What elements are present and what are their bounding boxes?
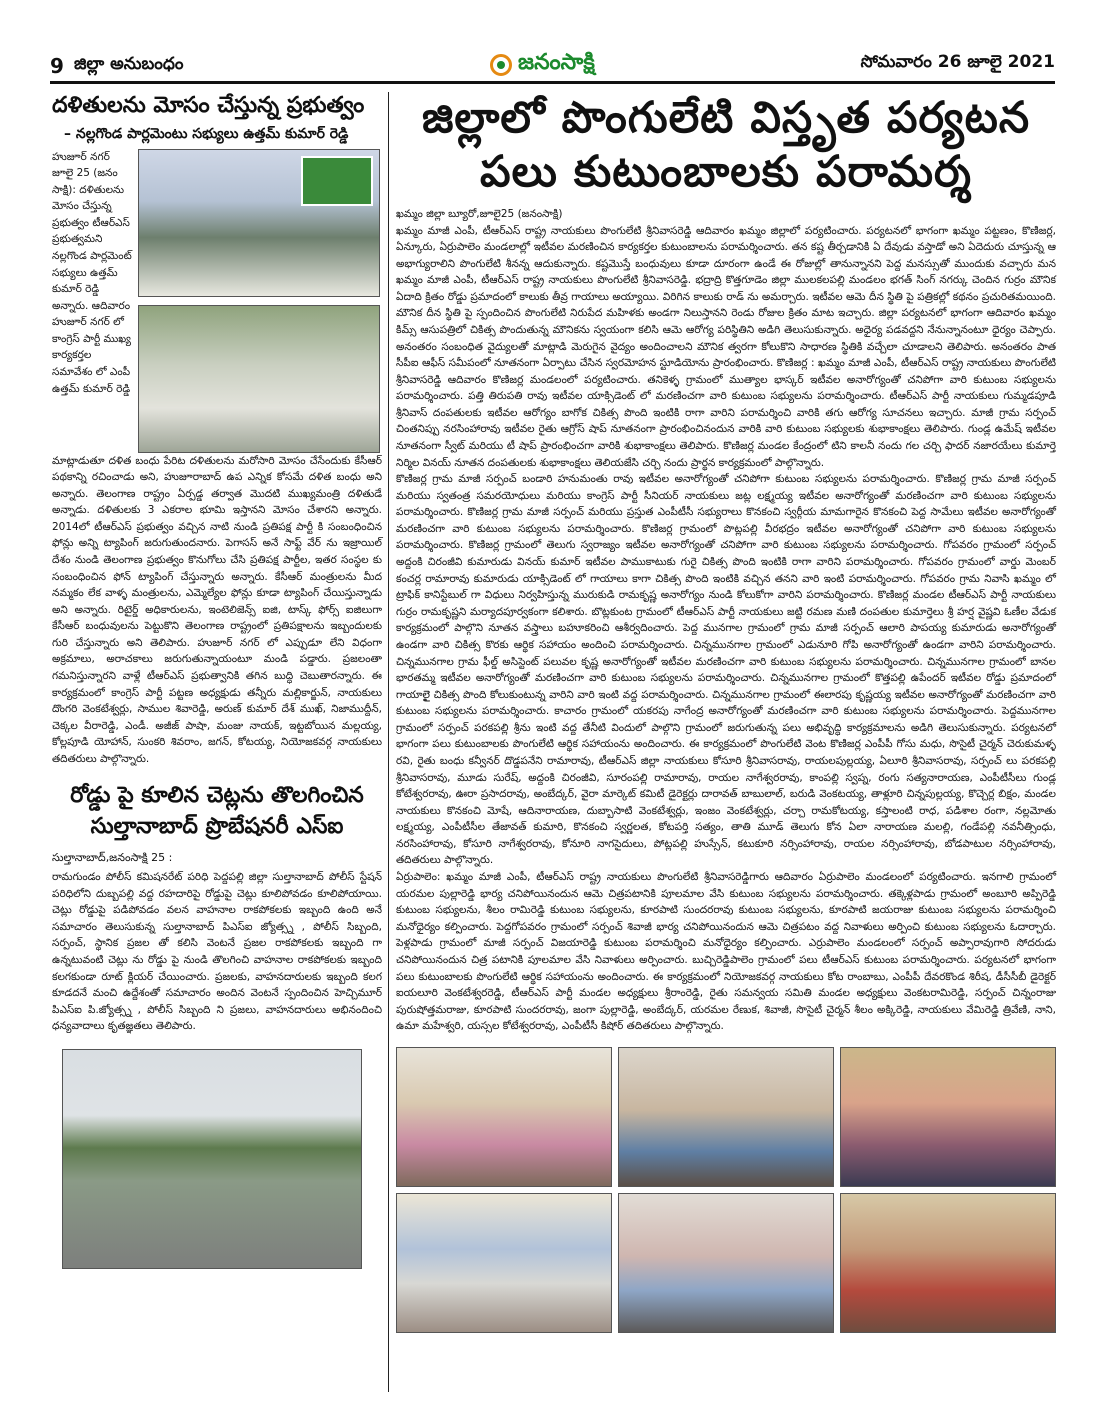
visit-photo: [618, 1193, 834, 1333]
left-byline: – నల్లగొండ పార్లమెంటు సభ్యులు ఉత్తమ్ కుమార్ రెడ్డి: [64, 125, 349, 142]
left-body: మాట్లాడుతూ దళిత బంధు పేరిట దళితులను మరోసారి మోసం చేసేందుకు కేసీఆర్ పథకాన్ని రచించాడు అని, హుజూరాబాద్ ఉప ఎన్నిక కోసమే దళిత బంధు అని అన్నారు. తెలంగాణ రాష్ట్రం ఏర్పడ్డ తర్వాత మొదటి ముఖ్యమంత్రి దళితుడే అన్నాడు. దళితులకు 3 ఎకరాల భూమి ఇస్తానని మోసం చేశారని అన్నారు. 2014లో టీఆర్ఎస్ ప్రభుత్వం వచ్చిన నాటి నుండి ప్రతిపక్ష పార్టీ కి సంబంధించిన ఫోన్లు అన్ని ట్యాపింగ్ జరుగుతుందనారు. పెగాసస్ అనే సాఫ్ట్ వేర్ ను ఇజ్రాయిల్ దేశం నుండి తెలంగాణ ప్రభుత్వం కొనుగోలు చేసి ప్రతిపక్ష పార్టీల, ఇతర సంస్థల కు సంబంధించిన ఫోన్ ట్యాపింగ్ చేస్తున్నారు అన్నారు. కేసీఆర్ మంత్రులను మీద నమ్మకం లేక వాళ్ళ మంత్రులను, ఎమ్మెల్యేల ఫోన్లు కూడా ట్యాపింగ్ చేయిస్తున్నాడు అని అన్నారు. రిటైర్డ్ అధికారులను, ఇంటెలిజెన్స్ ఐజి, టాస్క్ ఫోర్స్ ఐజిలుగా కేసీఆర్ బంధువులను పెట్టుకొని తెలంగాణ రాష్ట్రంలో ప్రతిపక్షాలను ఇబ్బందులకు గురి చేస్తున్నారు అని తెలిపారు. హుజూర్ నగర్ లో ఎప్పుడూ లేని విధంగా అక్రమాలు, అరాచకాలు జరుగుతున్నాయంటూ మండి పడ్డారు. ప్రజలంతా గమనిస్తున్నారని వాళ్లే టీఆర్ఎస్ ప్రభుత్వానికి తగిన బుద్ధి చెబుతారన్నారు. ఈ కార్యక్రమంలో కాంగ్రెస్ పార్టీ పట్టణ అధ్యక్షుడు తన్నీరు మల్లికార్జున్, నాయకులు దొంగరి వెంకటేశ్వర్లు, సాముల శివారెడ్డి, అరుణ్ కుమార్ దేశ్ ముఖ్, నిజాముద్దీన్, చెక్కల వీరారెడ్డి, ఎండీ. అజీజ్ పాషా, మంజు నాయక్, ఇట్టబోయిన మల్లయ్య, కోల్లపూడి యోహాన్, సుంకరి శివరాం, జగన్, కోటయ్య, నియోజకవర్గ నాయకులు తదితరులు పాల్గొన్నారు.: [52, 454, 382, 765]
main-dateline: ఖమ్మం జిల్లా బ్యూరో,జూలై25 (జనంసాక్షి): [396, 207, 563, 220]
visit-photo: [396, 1193, 612, 1333]
logo-icon: [490, 54, 512, 76]
main-body-1: ఖమ్మం మాజీ ఎంపీ, టీఆర్ఎస్ రాష్ట్ర నాయకులు పొంగులేటి శ్రీనివాసరెడ్డి ఆదివారం ఖమ్మం జిల్లాలో పర్యటించారు. పర్యటనలో భాగంగా ఖమ్మం పట్టణం, కొణిజర్ల, ఏన్కూరు, ఏర్రుపాలెం మండలాల్లో ఇటీవల మరణించిన కార్యకర్తల కుటుంబాలను పరామర్శించారు. తన కష్ట తీర్చడానికి ఏ దేవుడు వస్తాడో అని ఏదెదురు చూస్తున్న ఆ అభాగ్యురాలిని పొంగులేటి శీనన్న ఆదుకున్నారు. కష్టమొస్తే బంధువులు కూడా దూరంగా ఉండే ఈ రోజుల్లో తానున్నానని పెద్ద మనస్సుతో ముందుకు వచ్చారు మన ఖమ్మం మాజీ ఎంపీ, టీఆర్ఎస్ రాష్ట్ర నాయకులు పొంగులేటి శ్రీనివాసరెడ్డి. భద్రాద్రి కొత్తగూడెం జిల్లా ములకలపల్లి మండలం భగత్ సింగ్ నగర్కు చెందిన గుర్రం మౌనిక ఏదాది క్రితం రోడ్డు ప్రమాదంలో కాలుకు తీవ్ర గాయాలు అయ్యాయి. విరిగిన కాలుకు రాడ్ ను అమర్చారు. ఇటీవల ఆమె దీన స్థితి పై పత్రికల్లో కథనం ప్రచురితమయింది. మౌనిక దీన స్థితి పై స్పందించిన పొంగులేటి నిరుపేద మహిళకు అండగా నిలుస్తానని రెండు రోజుల క్రితం మాట ఇచ్చారు. జిల్లా పర్యటనలో భాగంగా ఆదివారం ఖమ్మం కిమ్స్ ఆసుపత్రిలో చికిత్స పొందుతున్న మౌనికను స్వయంగా కలిసి ఆమె ఆరోగ్య పరిస్థితిని అడిగి తెలుసుకున్నారు. అధైర్య పడవద్దని నేనున్నానంటూ ధైర్యం చెప్పారు. అనంతరం సంబంధిత వైద్యులతో మాట్లాడి మెరుగైన వైద్యం అందించాలని మౌనిక త్వరగా కోలుకొని సాధారణ స్థితికి వచ్చేలా చూడాలని తెలిపారు. అనంతరం పాత సీపీఐ ఆఫీస్ సమీపంలో నూతనంగా ఏర్పాటు చేసిన స్వరమోహన స్టూడియోను ప్రారంభించారు. కొణిజర్ల : ఖమ్మం మాజీ ఎంపీ, టీఆర్ఎస్ రాష్ట్ర నాయకులు పొంగులేటి శ్రీనివాసరెడ్డి ఆదివారం కొణిజర్ల మండలంలో పర్యటించారు. తనికెళ్ళ గ్రామంలో ముత్యాల భాస్కర్ ఇటీవల అనారోగ్యంతో చనిపోగా వారి కుటుంబ సభ్యులను పరామర్శించారు. పత్తి తిరుపతి రావు ఇటీవల యాక్సిడెంట్ లో మరణించగా వారి కుటుంబ సభ్యులను పరామర్శించారు. టీఆర్ఎస్ పార్టీ నాయకులు గుమ్మడపూడి శ్రీనివాస్ దంపతులకు ఇటీవల ఆరోగ్యం బాగోక చికిత్స పొంది ఇంటికి రాగా వారిని పరామర్శించి వారికి తగు ఆరోగ్య సూచనలు ఇచ్చారు. మాజీ గ్రామ సర్పంచ్ చింతనిప్పు నరసింహారావు ఇటీవల రైతు ఆగ్రోస్ షాప్ నూతనంగా ప్రారంభించినందున వారికి వారి కుటుంబ సభ్యులకు శుభాకాంక్షలు తెలిపారు. గుండ్ల ఉమేష్ ఇటీవల నూతనంగా స్వీట్ మరియు టీ షాప్ ప్రారంభించగా వారికి శుభాకాంక్షలు తెలిపారు. కొణిజర్ల మండల కేంద్రంలో టిని కాలనీ నందు గల చర్చి ఫాదర్ నజారయేలు కుమార్తె నిర్మిల వినయ్ నూతన దంపతులకు శుభాకాంక్షలు తెలియజేసి చర్చి నందు ప్రార్థన కార్యక్రమంలో పాల్గొన్నారు.: [396, 224, 1056, 469]
section-name: జిల్లా అనుబంధం: [74, 53, 184, 74]
left-body-2: రామగుండం పోలీస్ కమిషనరేట్ పరిధి పెద్దపల్లి జిల్లా సుల్తానాబాద్ పోలీస్ స్టేషన్ పరిధిలోని దుబ్బపల్లి వద్ద రహదారిపై రోడ్డుపై చెట్లు కూలిపోవడం కూలిపోయాయి. చెట్లు రోడ్డుపై పడిపోవడం వలన వాహనాల రాకపోకలకు ఇబ్బంది ఉంది అనే సమాచారం తెలుసుకున్న సుల్తానాబాద్ పిఎస్ఐ జ్యోత్స్న , పోలీస్ సిబ్బంది, సర్పంచ్, స్థానిక ప్రజల తో కలిసి వెంటనే ప్రజల రాకపోకలకు ఇబ్బంది గా ఉన్నటువంటి చెట్లు ను రోడ్డు పై నుండి తొలగించి వాహనాల రాకపోకలకు ఇబ్బంది కలగకుండా రూట్ క్లియర్ చేయించారు. ప్రజలకు, వాహనదారులకు ఇబ్బంది కలగ కూడదనే మంచి ఉద్దేశంతో సమాచారం అందిన వెంటనే స్పందించిన హెచ్చిమూర్ పిఎస్ఐ పి.జ్యోత్స్న , పోలీస్ సిబ్బంది ని ప్రజలు, వాహనదారులు అభినందించి ధన్యవాదాలు కృతజ్ఞతలు తెలిపారు.: [52, 871, 382, 1033]
main-body-3: ఏర్రుపాలెం: ఖమ్మం మాజీ ఎంపీ, టీఆర్ఎస్ రాష్ట్ర నాయకులు పొంగులేటి శ్రీనివాసరెడ్డిగారు ఆదివారం ఏర్రుపాలెం మండలంలో పర్యటించారు. ఇనగాలి గ్రామంలో యరమల పుల్లారెడ్డి భార్య చనిపోయినందున ఆమె చిత్రపటానికి పూలమాల వేసి కుటుంబ సభ్యులను పరామర్శించారు. తక్కెళ్లపాడు గ్రామంలో అంబూరి అప్పిరెడ్డి కుటుంబ సభ్యులను, శీలం రామిరెడ్డి కుటుంబ సభ్యులను, కూరపాటి సుందరరావు కుటుంబ సభ్యులను, కూరపాటి జయరాజు కుటుంబ సభ్యులను పరామర్శించి మనోధైర్యం కల్పించారు. పెద్దగోపవరం గ్రామంలో సర్పంచ్ శివాజీ భార్య చనిపోయినందున ఆమె చిత్రపటం వద్ద నివాళులు అర్పించి కుటుంబ సభ్యులను ఓదార్చారు. పెళ్లపాడు గ్రామంలో మాజీ సర్పంచ్ విజయారెడ్డి కుటుంబ పరామర్శించి మనోధైర్యం కల్పించారు. ఎర్రుపాలెం మండలంలో సర్పంచ్ అప్పారావుగారి సోదరుడు చనిపోయినందున చిత్ర పటానికి పూలమాల వేసి నివాళులు అర్పించారు. బుచ్చిరెడ్డిపాలెం గ్రామంలో పలు టీఆర్ఎస్ కుటుంబ పరామర్శించారు. పర్యటనలో భాగంగా పలు కుటుంబాలకు పొంగులేటి ఆర్థిక సహాయంను అందించారు. ఈ కార్యక్రమంలో నియోజకవర్గ నాయకులు కోట రాంబాబు, ఎంపీపీ దేవరకొండ శిరీష, డీసీసీబీ డైరెక్టర్ ఐయలూరి వెంకటేశ్వరరెడ్డి, టీఆర్ఎస్ పార్టీ మండల అధ్యక్షులు శ్రీరాంరెడ్డి, రైతు సమన్వయ సమితి మండల అధ్యక్షులు వెంకటరామిరెడ్డి, సర్పంచ్ చిన్నంరాజు పురుషోత్తమరాజు, కూరపాటి సుందరరావు, జంగా పుల్లారెడ్డి, అంబేద్కర్, యరమల రేణుక, శివాజీ, సొసైటీ చైర్మన్ శీలం అక్కిరెడ్డి, నాయకులు వేమిరెడ్డి త్రివేణి, నాని, ఉమా మహేశ్వరి, యస్సల కోటేశ్వరరావు, ఎంపీటీసీ కిషోర్ తదితరులు పాల్గొన్నారు.: [396, 871, 1056, 1033]
left-photo-block: [52, 149, 382, 453]
banner-image: [301, 156, 373, 206]
left-column: [52, 92, 382, 1269]
issue-date: సోమవారం 26 జూలై 2021: [860, 52, 1055, 72]
main-photo-grid: [396, 1047, 1056, 1333]
left-dateline-2: సుల్తానాబాద్,జనంసాక్షి 25 :: [52, 851, 173, 865]
visit-photo: [840, 1047, 1056, 1187]
main-headline-line1: జిల్లాలో పొంగులేటి విస్తృత పర్యటన: [421, 93, 1031, 143]
main-body-2: కొణిజర్ల గ్రామ మాజీ సర్పంచ్ బండారి హనుమంతు రావు ఇటీవల అనారోగ్యంతో చనిపోగా కుటుంబ సభ్యులను పరామర్శించారు. కొణిజర్ల గ్రామ మాజీ సర్పంచ్ మరియు స్వతంత్ర సమరయోధులు మరియు కాంగ్రెస్ పార్టీ సీనియర్ నాయకులు జట్ల లక్ష్మయ్య ఇటీవల అనారోగ్యంతో మరణించగా వారి కుటుంబ సభ్యులను పరామర్శించారు. కొణిజర్ల గ్రామ మాజీ సర్పంచ్ మరియు ప్రస్తుత ఎంపీటీసీ సభ్యురాలు కొనకంచి స్వర్గీయ మామగారైన కొనకంచి పెద్ద సామేలు ఇటీవల అనారోగ్యంతో మరణించగా వారి కుటుంబ సభ్యులను పరామర్శించారు. కొణిజర్ల గ్రామంలో పొట్లపల్లి వీరభద్రం ఇటీవల అనారోగ్యంతో చనిపోగా వారి కుటుంబ సభ్యులను పరామర్శించారు. కొణిజర్ల గ్రామంలో తెలుగు స్వరాజ్యం ఇటీవల అనారోగ్యంతో చనిపోగా వారి కుటుంబ సభ్యులను పరామర్శించారు. గోపవరం గ్రామంలో సర్పంచ్ అద్దంకి చిరంజీవి కుమారుడు వినయ్ కుమార్ ఇటీవల పాముకాటుకు గురై చికిత్స పొంది ఇంటికి రాగా వారిని పరామర్శించారు. గోపవరం గ్రామంలో వార్డు మెంబర్ కంచర్ల రామారావు కుమారుడు యాక్సిడెంట్ లో గాయాలు కాగా చికిత్స పొంది ఇంటికి వచ్చిన తనని వారి ఇంటి పరామర్శించారు. గోపవరం గ్రామ నివాసి ఖమ్మం లో ట్రాఫిక్ కానిస్టేబుల్ గా విధులు నిర్వహిస్తున్న మురుకుడి రామకృష్ణ అనారోగ్యం నుండి కోలుకోగా వారిని పరామర్శించారు. కొణిజర్ల మండల టీఆర్ఎస్ పార్టీ నాయకులు గుర్రం రామకృష్ణని మర్యాదపూర్వకంగా కలిశారు. బొట్లకుంట గ్రామంలో టీఆర్ఎస్ పార్టీ నాయకులు జట్టి రమణ మణి దంపతుల కుమార్తెలు శ్రీ హర్ష వైష్ణవి ఓణీల వేడుక కార్యక్రమంలో పాల్గొని నూతన వస్త్రాలు బహూకరించి ఆశీర్వదించారు. పెద్ద మునగాల గ్రామంలో గ్రామ మాజీ సర్పంచ్ ఆలారి పాపయ్య కుమారుడు అనారోగ్యంతో ఉండగా వారి చికిత్స కొరకు ఆర్థిక సహాయం అందించి పరామర్శించారు. చిన్నమునగాల గ్రామంలో ఎడునూరి గోపి అనారోగ్యంతో ఉండగా వారిని పరామర్శించారు. చిన్నమునగాల గ్రామ ఫీల్డ్ అసిస్టెంట్ పలువల కృష్ణ అనారోగ్యంతో ఇటీవల మరణించగా వారి కుటుంబ సభ్యులను పరామర్శించారు. చిన్నమునగాల గ్రామంలో బానల భారతమ్మ ఇటీవల అనారోగ్యంతో మరణించగా వారి కుటుంబ సభ్యులను పరామర్శించారు. చిన్నమునగాల గ్రామంలో కొత్తపల్లి ఉపేందర్ ఇటీవల రోడ్డు ప్రమాదంలో గాయాలైై చికిత్స పొంది కోలుకుంటున్న వారిని వారి ఇంటి వద్ద పరామర్శించారు. చిన్నమునగాల గ్రామంలో ఈలారపు కృష్ణయ్య ఇటీవల అనారోగ్యంతో మరణించగా వారి కుటుంబ సభ్యులను పరామర్శించారు. కాచారం గ్రామంలో యకరపు నాగేంద్ర అనారోగ్యంతో మరణించగా వారి కుటుంబ సభ్యులను పరామర్శించారు. పెద్దమునగాల గ్రామంలో సర్పంచ్ పరకపల్లి శ్రీను ఇంటి వద్ద తేనీటి విందులో పాల్గొని గ్రామంలో జరుగుతున్న పలు అభివృద్ధి కార్యక్రమాలను అడిగి తెలుసుకున్నారు. పర్యటనలో భాగంగా పలు కుటుంబాలకు పొంగులేటి ఆర్థిక సహాయంను అందించారు. ఈ కార్యక్రమంలో పొంగులేటి వెంట కొణిజర్ల ఎంపీపీ గోసు మధు, సొసైటీ చైర్మన్ చెరుకుమళ్ళ రవి, రైతు బంధు కన్వీనర్ దొడ్డపనేని రామారావు, టీఆర్ఎస్ జిల్లా నాయకులు కోసూరి శ్రీనివాసరావు, రాయలపుల్లయ్య, ఏలూరి శ్రీనివాసరావు, సర్పంచ్ లు పరకపల్లి శ్రీనివాసరావు, మూడు సురేష్, అద్దంకి చిరంజీవి, సూరంపల్లి రామారావు, రాయల నాగేశ్వరరావు, కాంపల్లి స్వప్న, రంగు సత్యనారాయణ, ఎంపీటీసీలు గుండ్ల కోటేశ్వరరావు, ఊరా ప్రసాదరావు, అంబేద్కర్, వైరా మార్కెట్ కమిటీ డైరెక్టర్లు దారావత్ బాబులాల్, బరుడి వెంకటయ్య, తాళ్లూరి చిన్నపుల్లయ్య, కొచ్చెర్ల బిక్షం, మండల నాయకులు కొనకంచి మోషే, ఆదినారాయణ, దుబ్బాసాటి వెంకటేశ్వర్లు, ఇంజం వెంకటేశ్వర్లు, చర్చా రామకోటయ్య, కస్తాలంటి రాధ, పడిశాల రంగా, నల్లమోతు లక్ష్మయ్య, ఎంపీటీసీల తేజావత్ కుమారి, కొనకంచి స్వర్ణలత, కోటపర్తి సత్యం, తాతి మూడ్ తెలుగు కోన ఏలా నారాయణ మలల్లి, గండేపల్లి నవనీత్సింధు, నరసింహారావు, కోసూరి నాగేశ్వరరావు, కోనూరి నాగసైదులు, పోట్లపల్లి హుస్సేన్, కటుకూరి నర్సింహారావు, రాయల నర్సింహారావు, బోడపాటుల నర్సింహారావు, తదితరులు పాల్గొన్నారు.: [396, 473, 1056, 867]
masthead-title: జనంసాక్షి: [518, 50, 595, 75]
left-headline-2: రోడ్డు పై కూలిన చెట్లను తొలగించిన సుల్తానాబాద్ ప్రొబేషనరీ ఎస్ఐ: [70, 783, 364, 840]
left-headline: దళితులను మోసం చేస్తున్న ప్రభుత్వం: [52, 93, 365, 118]
visit-photo: [840, 1193, 1056, 1333]
masthead: [490, 50, 595, 80]
meeting-photo: [138, 149, 380, 297]
column-divider: [388, 92, 389, 1392]
page-header: [50, 50, 1055, 84]
road-photo: [62, 1049, 362, 1269]
crowd-photo: [138, 305, 380, 453]
main-headline-line2: పలు కుటుంబాలకు పరామర్శ: [480, 146, 972, 197]
left-photo-stack: [138, 149, 380, 453]
visit-photo: [618, 1047, 834, 1187]
visit-photo: [396, 1047, 612, 1187]
page-number: 9: [50, 53, 64, 78]
right-column: [396, 92, 1056, 1333]
left-narrow-text: హుజూర్ నగర్ జూలై 25 (జనం సాక్షి): దళితులను మోసం చేస్తున్న ప్రభుత్వం టీఆర్ఎస్ ప్రభుత్వమని నల్లగొండ పార్లమెంట్ సభ్యులు ఉత్తమ్ కుమార్ రెడ్డి అన్నారు. ఆదివారం హుజూర్ నగర్ లో కాంగ్రెస్ పార్టీ ముఖ్య కార్యకర్తల సమావేశం లో ఎంపీ ఉత్తమ్ కుమార్ రెడ్డి: [52, 150, 132, 395]
